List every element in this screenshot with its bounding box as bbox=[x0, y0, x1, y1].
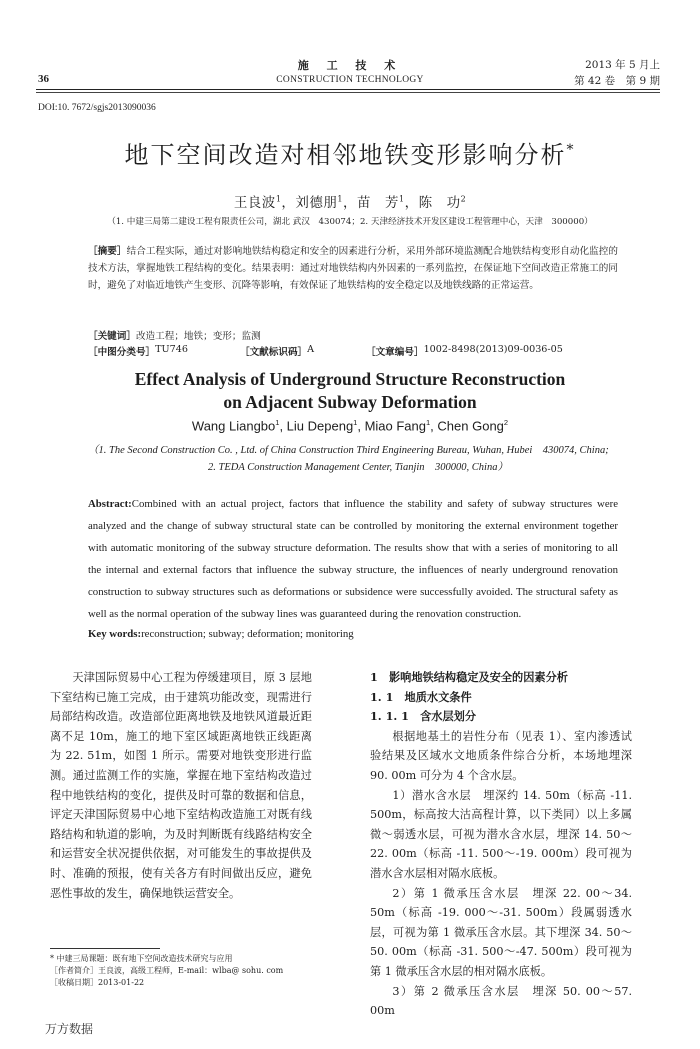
author-en: Liu Depeng bbox=[286, 418, 354, 434]
abstract-cn-label: ［摘要］ bbox=[88, 246, 127, 257]
paper-title-cn-text: 地下空间改造对相邻地铁变形影响分析 bbox=[124, 141, 567, 169]
keywords-cn bbox=[88, 328, 261, 342]
author-affil-mark: 1 bbox=[399, 194, 405, 204]
keywords-en-label: Key words: bbox=[88, 628, 142, 640]
footnote-author-bio: ［作者简介］王良波，高级工程师，E-mail：wlba@ sohu. com bbox=[50, 966, 284, 975]
author-affil-mark: 2 bbox=[503, 418, 509, 427]
author-affil-mark: 1 bbox=[275, 418, 280, 427]
body-column-right bbox=[370, 668, 632, 1021]
paper-title-en-line2: on Adjacent Subway Deformation bbox=[223, 392, 477, 412]
header-rule-thick bbox=[36, 89, 660, 90]
abstract-cn-text: 结合工程实际，通过对影响地铁结构稳定和安全的因素进行分析，采用外部环境监测配合地铁结构变形自动化监控的技术方法，掌握地铁工程结构的变化。结果表明：通过对地铁结构内外因素的一系列监控，在保证地下空间改造正常施工的同时，避免了对临近地铁产生变形、沉降等影响，有效保证了地铁结构的安全稳定以及地铁线路的正常运营。 bbox=[88, 246, 619, 291]
clc-label: ［中图分类号］ bbox=[88, 347, 156, 358]
paper-title-en bbox=[0, 368, 700, 414]
doc-code-value: A bbox=[307, 344, 315, 355]
keywords-cn-label: ［关键词］ bbox=[88, 331, 136, 342]
clc-value: TU746 bbox=[155, 344, 188, 355]
author-affil-mark: 2 bbox=[460, 194, 467, 204]
volume-issue: 第 42 卷 第 9 期 bbox=[574, 75, 660, 87]
header-rule-thin bbox=[36, 92, 660, 93]
page-number: 36 bbox=[38, 73, 49, 85]
journal-name-cn: 施 工 技 术 bbox=[297, 59, 403, 72]
footnote-project: * 中建三局课题：既有地下空间改造技术研究与应用 bbox=[50, 954, 233, 963]
footnote bbox=[50, 953, 320, 989]
section-heading: 1 影响地铁结构稳定及安全的因素分析 bbox=[370, 670, 568, 684]
paper-title-cn bbox=[0, 135, 700, 170]
footnote-received-date: ［收稿日期］2013-01-22 bbox=[50, 978, 145, 987]
body-paragraph: 1）潜水含水层 埋深约 14. 50m（标高 -11. 500m，标高按大沽高程计算，以下类同）以上多属微～弱透水层，可视为潜水含水层，埋深 14. 50～22. 00m（标高 -11. 500～-19. 000m）段可视为潜水含水层相对隔水底板。 bbox=[370, 788, 632, 880]
body-column-left bbox=[50, 668, 312, 903]
abstract-cn bbox=[88, 244, 618, 294]
article-no-value: 1002-8498(2013)09-0036-05 bbox=[423, 344, 563, 355]
affiliation-en-line2: 2. TEDA Construction Management Center, Tianjin 300000, China） bbox=[208, 462, 508, 473]
journal-header bbox=[200, 57, 500, 85]
author-cn: 王良波 bbox=[233, 195, 276, 211]
abstract-en bbox=[88, 493, 618, 625]
doc-code-label: ［文献标识码］ bbox=[240, 347, 308, 358]
keywords-en-text: reconstruction; subway; deformation; monitoring bbox=[141, 628, 354, 640]
subsection-heading: 1. 1 地质水文条件 bbox=[370, 689, 472, 704]
watermark: 万方数据 bbox=[45, 1022, 94, 1036]
author-en: Wang Liangbo bbox=[191, 418, 276, 434]
author-affil-mark: 1 bbox=[426, 418, 431, 427]
issue-date: 2013 年 5 月上 bbox=[585, 59, 660, 71]
author-affil-mark: 1 bbox=[275, 194, 282, 204]
affiliation-en-line1: （1. The Second Construction Co. , Ltd. of China Construction Third Engineering Bureau, Wuhan, Hubei 430074, China; bbox=[88, 445, 609, 456]
body-paragraph: 2）第 1 微承压含水层 埋深 22. 00～34. 50m（标高 -19. 000～-31. 500m）段属弱透水层，可视为第 1 微承压含水层。其下埋深 34. 50～50. 00m（标高 -31. 500～-47. 500m）段可视为第 1 微承压含水层的相对隔水底板。 bbox=[370, 886, 632, 978]
author-en: Miao Fang bbox=[364, 418, 426, 434]
issue-info bbox=[574, 57, 660, 89]
authors-en: Wang Liangbo$^1$, Liu Depeng$^1$, Miao Fang$^1$, Chen Gong$^2$ bbox=[191, 418, 509, 434]
subsubsection-heading: 1. 1. 1 含水层划分 bbox=[370, 709, 477, 724]
author-cn: 刘德朋 bbox=[295, 195, 338, 211]
footnote-rule bbox=[50, 948, 160, 949]
author-en: Chen Gong bbox=[437, 418, 504, 434]
author-cn: 苗 芳 bbox=[357, 195, 399, 211]
article-no-label: ［文章编号］ bbox=[366, 347, 424, 358]
body-paragraph: 3）第 2 微承压含水层 埋深 50. 00～57. 00m bbox=[370, 984, 632, 1018]
paper-title-en-line1: Effect Analysis of Underground Structure Reconstruction bbox=[134, 369, 566, 389]
affiliation-cn: （1. 中建三局第二建设工程有限责任公司，湖北 武汉 430074；2. 天津经济技术开发区建设工程管理中心，天津 300000） bbox=[107, 217, 593, 227]
authors-cn: 王良波$^1$，刘德朋$^1$，苗 芳$^1$，陈 功$^2$ bbox=[233, 194, 467, 211]
abstract-en-text: Combined with an actual project, factors that influence the stability and safety of subway structures were analyzed and the change of subway structural state can be controlled by monitoring the external environment together with automatic monitoring of the subway structure deformation. The results show that with a series of monitoring to all the internal and external factors that influence the subway structure, the influences of nearly underground renovation construction to subway structures such as deformations or subsidence were successfully avoided. The structural safety as well as the normal operation of the subway lines was guaranteed during the renovation construction. bbox=[88, 498, 618, 620]
abstract-en-label: Abstract: bbox=[88, 498, 132, 510]
affiliation-en bbox=[88, 442, 628, 476]
journal-name-en: CONSTRUCTION TECHNOLOGY bbox=[276, 75, 424, 85]
author-affil-mark: 1 bbox=[337, 194, 343, 204]
keywords-cn-text: 改造工程；地铁；变形；监测 bbox=[135, 331, 261, 342]
body-paragraph: 根据地基土的岩性分布（见表 1）、室内渗透试验结果及区域水文地质条件综合分析，本场地埋深 90. 00m 可分为 4 个含水层。 bbox=[370, 729, 632, 782]
author-affil-mark: 1 bbox=[353, 418, 358, 427]
title-footnote-mark: * bbox=[566, 142, 576, 158]
body-paragraph: 天津国际贸易中心工程为停缓建项目，原 3 层地下室结构已施工完成，由于建筑功能改变，现需进行局部结构改造。改造部位距离地铁及地铁风道最近距离不足 10m，施工的地下室区域距离地铁正线距离为 22. 51m，如图 1 所示。需要对地铁变形进行监测。通过监测工作的实施，掌握在地下室结构改造过程中地铁结构的变化，提供及时可靠的数据和信息，评定天津国际贸易中心地下室结构改造施工对既有线路结构和轨道的影响，为及时判断既有线路结构安全和运营安全状况提供依据，对可能发生的事故提供及时、准确的预报，使有关各方有时间做出反应，避免恶性事故的发生，确保地铁运营安全。 bbox=[50, 671, 312, 900]
keywords-en bbox=[88, 628, 354, 640]
doi: DOI:10. 7672/sgjs2013090036 bbox=[38, 103, 156, 113]
author-cn: 陈 功 bbox=[418, 195, 461, 211]
